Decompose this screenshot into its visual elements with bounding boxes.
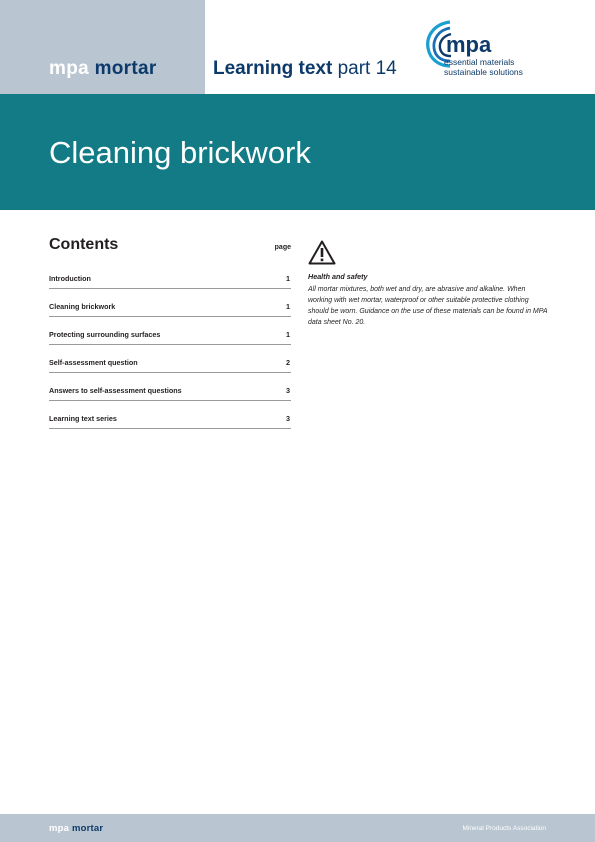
header-brand-panel	[0, 0, 205, 94]
toc-row[interactable]	[49, 402, 291, 429]
page-title: Cleaning brickwork	[49, 135, 311, 170]
toc-row[interactable]	[49, 290, 291, 317]
footer-brand	[49, 823, 103, 834]
toc-item-label: Learning text series	[49, 414, 117, 423]
toc-row[interactable]	[49, 374, 291, 401]
footer-brand-part2: mortar	[71, 823, 104, 834]
contents-header	[49, 236, 291, 262]
logo-tagline	[444, 57, 523, 77]
toc-item-label: Cleaning brickwork	[49, 302, 116, 311]
brand-part2: mortar	[94, 58, 157, 79]
toc-item-label: Self-assessment question	[49, 358, 138, 367]
toc-item-label: Protecting surrounding surfaces	[49, 330, 161, 339]
toc-item-page: 3	[286, 414, 290, 423]
toc-item-page: 1	[286, 302, 290, 311]
contents-section	[49, 236, 291, 430]
toc-item-label: Answers to self-assessment questions	[49, 386, 182, 395]
logo-wordmark: mpa	[446, 32, 492, 57]
logo-tagline-line1: essential materials	[444, 57, 515, 67]
brand-part1: mpa	[49, 58, 89, 79]
toc-item-page: 1	[286, 274, 290, 283]
mpa-logo	[424, 18, 574, 80]
contents-page-label: page	[274, 244, 291, 251]
series-title	[213, 58, 397, 80]
brand-name	[49, 58, 157, 80]
contents-heading: Contents	[49, 236, 119, 253]
toc-item-label: Introduction	[49, 274, 91, 283]
health-safety-text: All mortar mixtures, both wet and dry, are abrasive and alkaline. When working with wet mortar, waterproof or other suitable protective clothing should be worn. Guidance on the use of these materials can be found in MPA data sheet No. 20.	[308, 286, 548, 326]
toc-row[interactable]	[49, 318, 291, 345]
toc-row[interactable]	[49, 262, 291, 289]
toc-row[interactable]	[49, 346, 291, 373]
title-band	[0, 94, 595, 210]
series-title-part: part 14	[337, 58, 397, 79]
logo-tagline-line2: sustainable solutions	[444, 67, 523, 77]
footer-brand-part1: mpa	[49, 823, 70, 834]
toc-item-page: 2	[286, 358, 290, 367]
health-safety-title: Health and safety	[308, 272, 368, 281]
series-title-bold: Learning text	[213, 58, 333, 79]
footer	[0, 814, 595, 842]
footer-organisation: Mineral Products Association	[462, 825, 546, 832]
toc-item-page: 1	[286, 330, 290, 339]
health-safety-box	[308, 240, 548, 328]
toc-item-page: 3	[286, 386, 290, 395]
warning-triangle-icon	[308, 240, 336, 265]
